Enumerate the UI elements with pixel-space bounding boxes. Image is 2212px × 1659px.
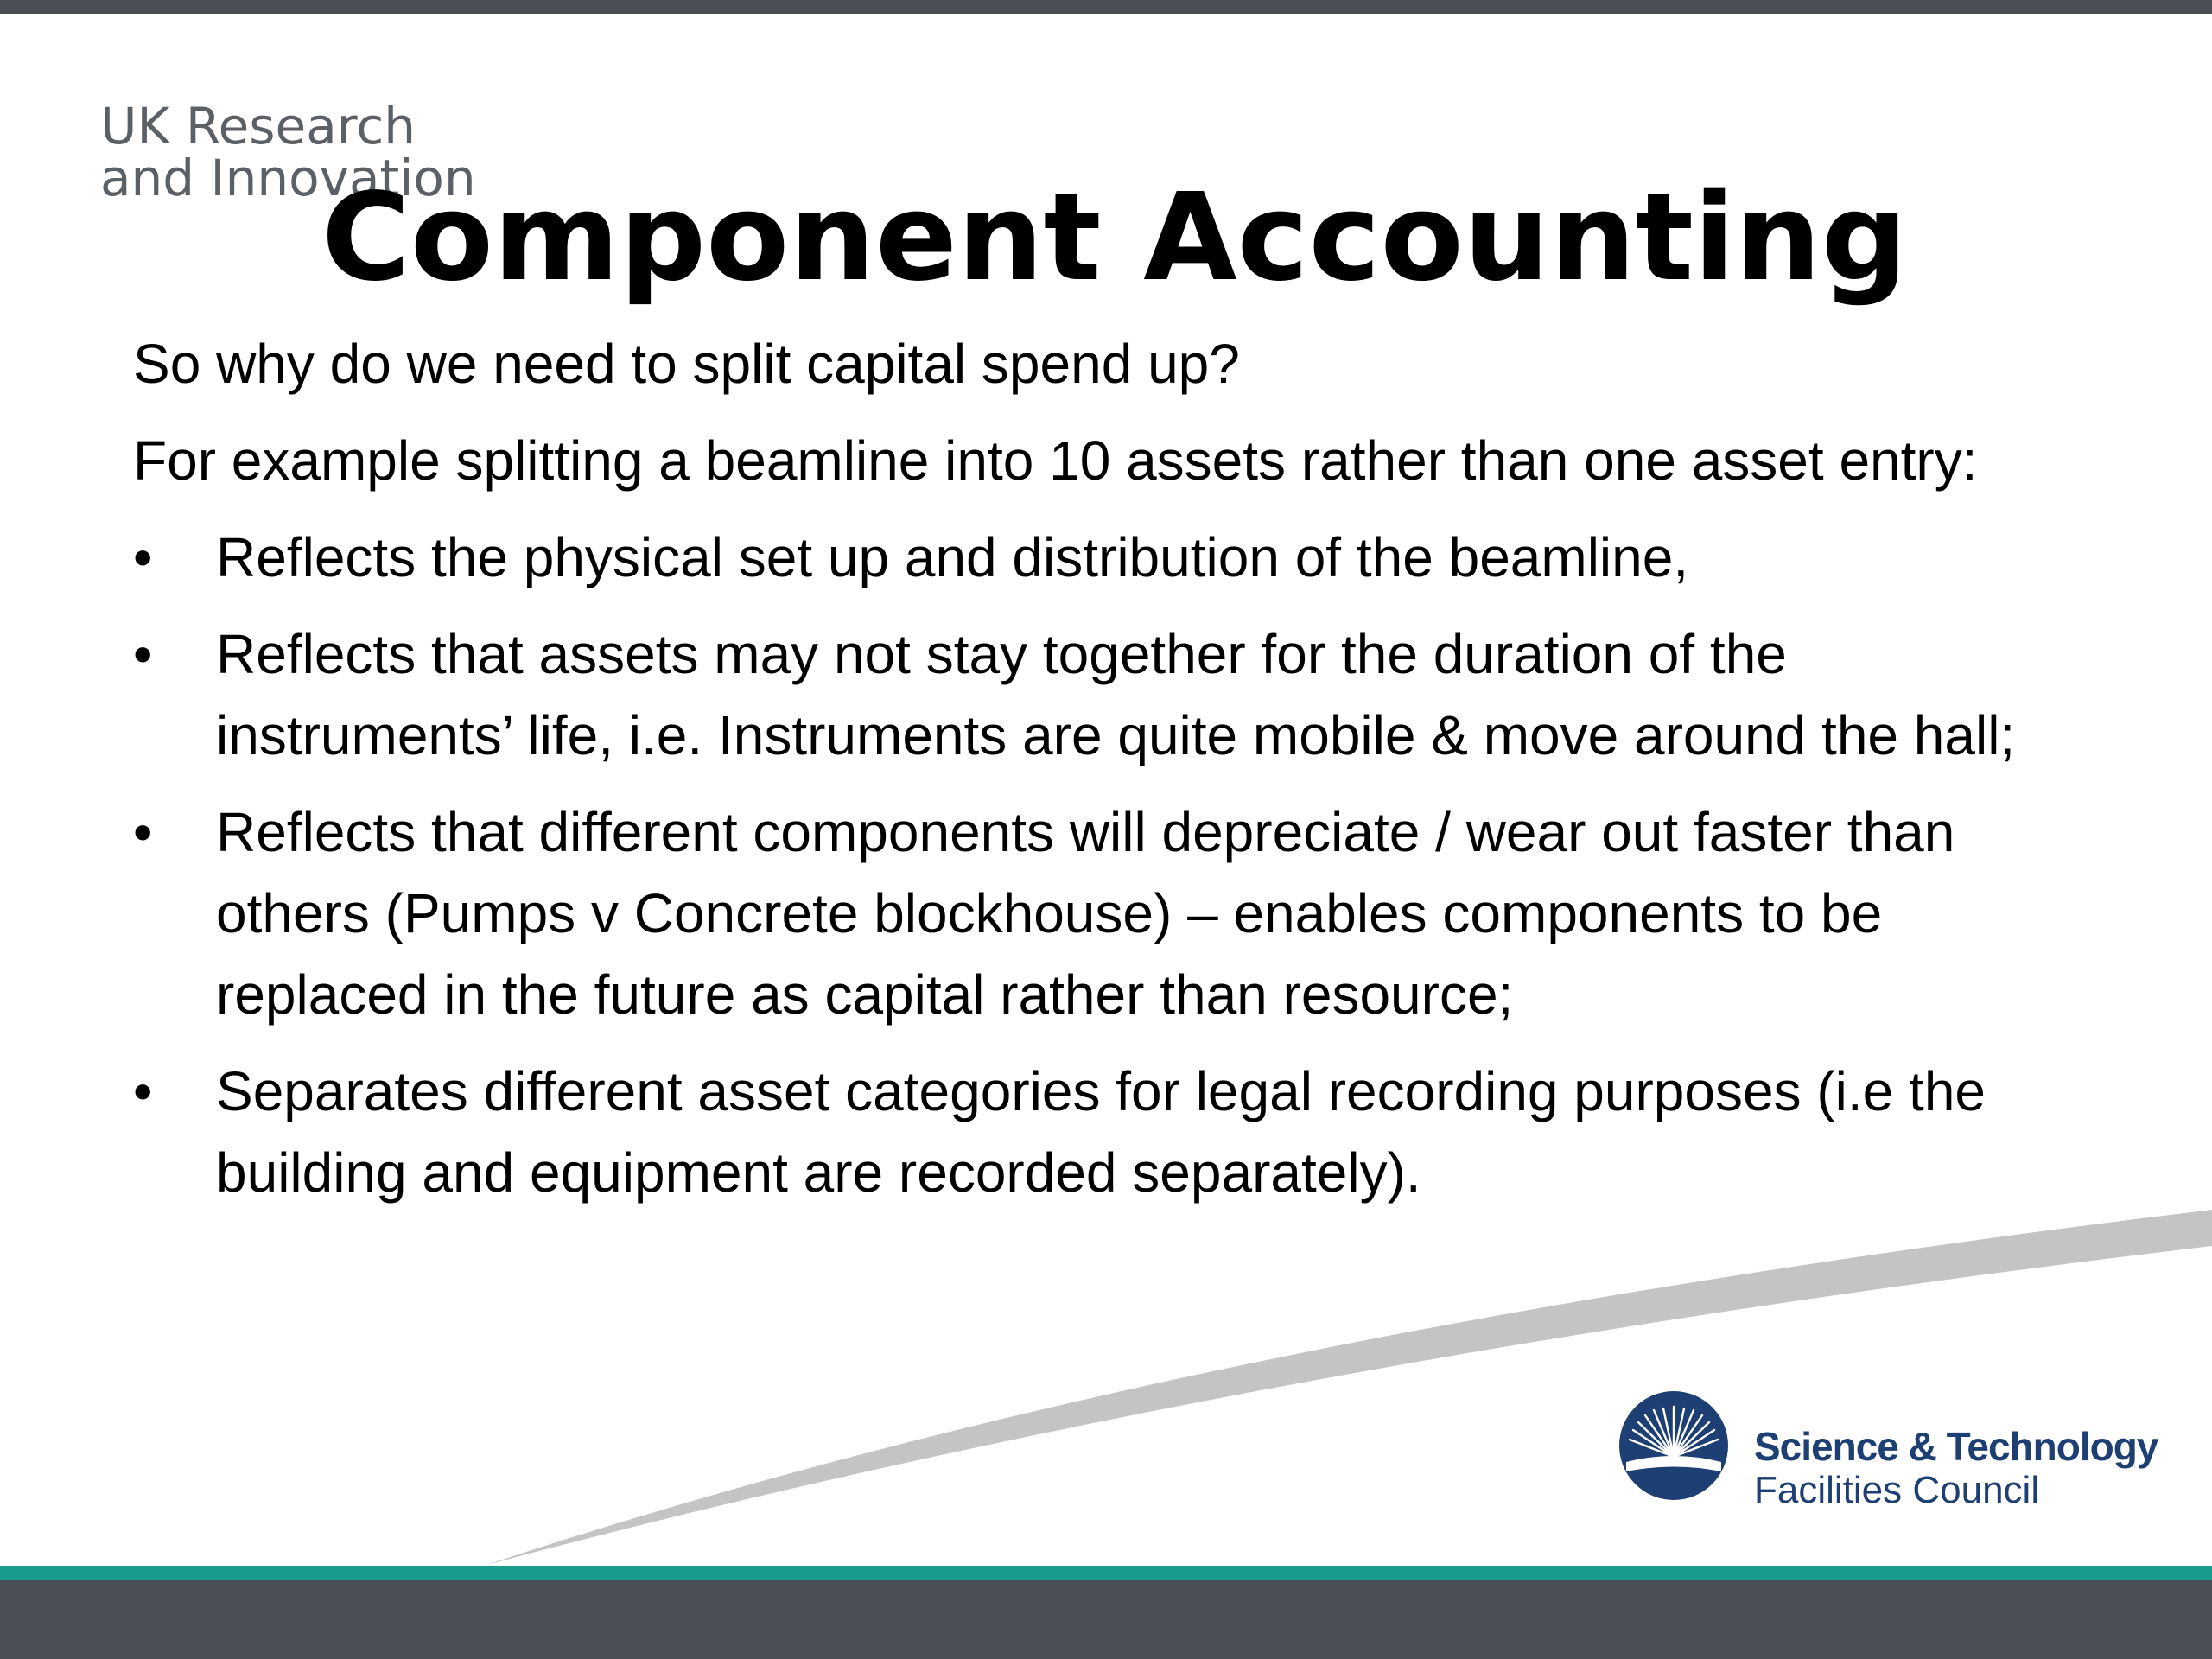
bullet-marker: • [133, 526, 153, 588]
list-item [133, 517, 2086, 598]
footer-accent-line [0, 1566, 2212, 1580]
example-text: For example splitting a beamline into 10 assets rather than one asset entry: [133, 429, 1978, 492]
bullet-text: Reflects that different components will depreciate / wear out faster than others (Pumps v Concrete blockhouse) – enables components to be replaced in the future as capital rather than resource; [216, 801, 1955, 1026]
stfc-logo-line2: Facilities Council [1754, 1469, 2040, 1511]
stfc-logo-text [1754, 1424, 2158, 1512]
list-item [133, 1051, 2086, 1213]
ukri-logo-line1: UK Research [100, 97, 416, 156]
ukri-logo-line2: and Innovation [100, 149, 476, 207]
stfc-logo [1618, 1389, 2158, 1511]
bullet-marker: • [133, 1060, 153, 1122]
bullet-marker: • [133, 801, 153, 863]
footer-bar [0, 1580, 2212, 1659]
bullet-marker: • [133, 623, 153, 685]
bullet-text: Separates different asset categories for legal recording purposes (i.e the building and equipment are recorded separately). [216, 1060, 1986, 1204]
bullet-text: Reflects the physical set up and distribution of the beamline, [216, 526, 1689, 588]
bullet-list [133, 517, 2086, 1213]
list-item [133, 613, 2086, 776]
intro-text: So why do we need to split capital spend up? [133, 333, 1240, 395]
stfc-logo-line1: Science & Technology [1754, 1424, 2158, 1469]
stfc-sunburst-icon [1618, 1389, 1730, 1502]
slide-title: Component Accounting [321, 168, 1908, 308]
slide-body [133, 323, 2086, 1229]
list-item [133, 791, 2086, 1035]
bullet-text: Reflects that assets may not stay together for the duration of the instruments’ life, i.e. Instruments are quite mobile & move around the hall; [216, 623, 2016, 766]
